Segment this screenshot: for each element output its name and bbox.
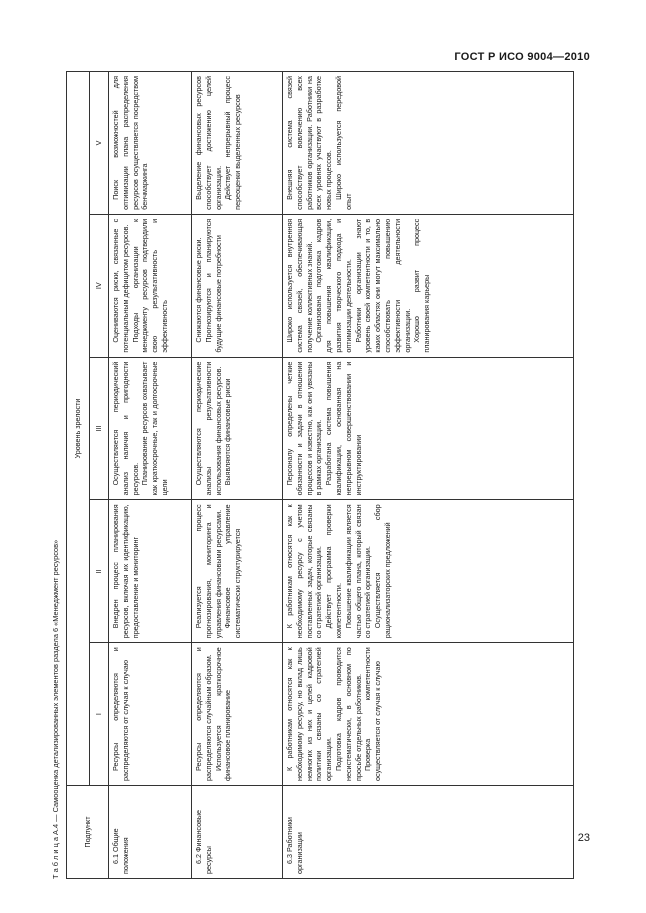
maturity-table <box>66 71 574 879</box>
cell-paragraph: Ресурсы определяются и распределяются от случая к случаю <box>111 647 130 781</box>
cell-paragraph: Финансовое управление систематически структурируется <box>223 504 243 639</box>
cell-paragraph: Реализуется процесс прогнозирования, мониторинга и управления финансовыми ресурсами. <box>194 504 223 639</box>
subclause-cell <box>283 786 574 879</box>
subclause-label: 6.3 Работники организации <box>285 817 304 874</box>
level-cell <box>283 214 574 357</box>
cell-paragraph: Работники организации знают уровень своей компетентности и то, в каких областях они могут максимально способствовать повышению эффективности деятельности организации. <box>353 218 412 353</box>
level-cell <box>192 643 283 786</box>
level-cell <box>283 643 574 786</box>
cell-paragraph: Осуществляются периодические анализы результативности использования финансовых ресурсов. <box>194 361 223 496</box>
level-cell <box>109 214 192 357</box>
cell-paragraph: Повышение квалификации является частью общего плана, который связан со стратегией организации. <box>343 504 373 639</box>
cell-paragraph: Действует программа проверки компетентности. <box>324 504 343 639</box>
level-cell <box>109 72 192 215</box>
level-cell <box>192 357 283 500</box>
cell-paragraph: Прогнозируются и планируются будущие финансовые потребности <box>203 218 223 353</box>
level-cell <box>192 72 283 215</box>
cell-paragraph: Внедрен процесс планирования ресурсов, включая их идентификацию, предоставление и мониторинг <box>111 504 140 639</box>
table-caption: Т а б л и ц а А.4 — Самооценка детализированных элементов раздела 6 «Менеджмент ресурсов» <box>51 539 60 879</box>
cell-paragraph: Выделение финансовых ресурсов способствует достижению целей организации. <box>194 76 223 210</box>
level-cell <box>283 357 574 500</box>
level-header: IV <box>90 214 109 357</box>
cell-paragraph: Хорошо развит процесс планирования карьеры <box>412 218 432 353</box>
cell-paragraph: Ресурсы определяются и распределяются случайным образом. <box>194 647 213 781</box>
cell-paragraph: Персоналу определены четкие обязанности и задачи в отношении процессов и известно, как они увязаны в рамках организации. <box>285 361 324 496</box>
level-cell <box>192 500 283 643</box>
level-header: III <box>90 357 109 500</box>
cell-paragraph: К работникам относятся как к необходимому ресурсу с учетом поставленных задач, которые связаны со стратегией организации. <box>285 504 324 639</box>
table-row <box>283 72 574 879</box>
level-cell <box>109 643 192 786</box>
cell-paragraph: Разработана система повышения квалификации, основанная на непрерывном совершенствовании и инструктировании <box>324 361 363 496</box>
cell-paragraph: Выявляются финансовые риски <box>223 378 233 486</box>
cell-paragraph: Внешняя система связей способствует вовлечению всех работников организации. Работники на всех уровнях участвуют в разработке новых процессов. <box>285 76 334 210</box>
table-row <box>109 72 192 879</box>
table-row <box>192 72 283 879</box>
cell-paragraph: Широко используется передовой опыт <box>333 76 353 210</box>
cell-paragraph: Широко используется внутренняя система связей, обеспечивающая получение коллективных знаний. <box>285 218 314 353</box>
cell-paragraph: Подходы организации к менеджменту ресурсов подтвердили свою результативность и эффективность <box>130 218 169 353</box>
subclause-label: 6.2 Финансовые ресурсы <box>194 809 213 874</box>
cell-paragraph: Поиск возможностей для оптимизации плана распределения ресурсов осуществляется посредством бенчмаркинга <box>111 76 150 210</box>
cell-paragraph: Осуществляется периодический анализ наличия и пригодности ресурсов. <box>111 361 140 496</box>
level-cell <box>109 500 192 643</box>
cell-paragraph: Используется краткосрочное финансовое планирование <box>213 647 233 781</box>
level-header: I <box>90 643 109 786</box>
cell-paragraph: Подготовка кадров проводится несистематически, в основном по просьбе отдельных работников. <box>333 647 363 781</box>
subclause-cell <box>192 786 283 879</box>
maturity-header: Уровень зрелости <box>67 72 90 786</box>
subclause-header: Подпункт <box>67 786 109 879</box>
level-cell <box>109 357 192 500</box>
subclause-label: 6.1 Общие положения <box>111 828 130 874</box>
cell-paragraph: Снижаются финансовые риски. <box>194 237 203 343</box>
cell-paragraph: Осуществляется сбор рационализаторских предложений <box>373 504 392 639</box>
level-header: II <box>90 500 109 643</box>
running-header: ГОСТ Р ИСО 9004—2010 <box>454 51 590 63</box>
cell-paragraph: Проверка компетентности осуществляется от случая к случаю <box>363 647 383 781</box>
level-cell <box>283 72 574 215</box>
cell-paragraph: Оцениваются риски, связанные с потенциальным дефицитом ресурсов. <box>111 218 130 353</box>
level-cell <box>283 500 574 643</box>
level-cell <box>192 214 283 357</box>
page-number: 23 <box>577 832 590 844</box>
cell-paragraph: Планирование ресурсов охватывает как краткосрочные, так и долгосрочные цели <box>140 361 169 496</box>
cell-paragraph: Действует непрерывный процесс переоценки выделенных ресурсов <box>223 76 243 210</box>
cell-paragraph: Организована подготовка кадров для повышения квалификации, развития творческого подхода и оптимизации деятельности. <box>314 218 353 353</box>
cell-paragraph: К работникам относятся как к необходимому ресурсу, но вклад лишь немногих из них и целей кадровой политики связаны со стратегией организации. <box>285 647 334 781</box>
subclause-cell <box>109 786 192 879</box>
rotated-table-block <box>49 72 602 879</box>
level-header: V <box>90 72 109 215</box>
